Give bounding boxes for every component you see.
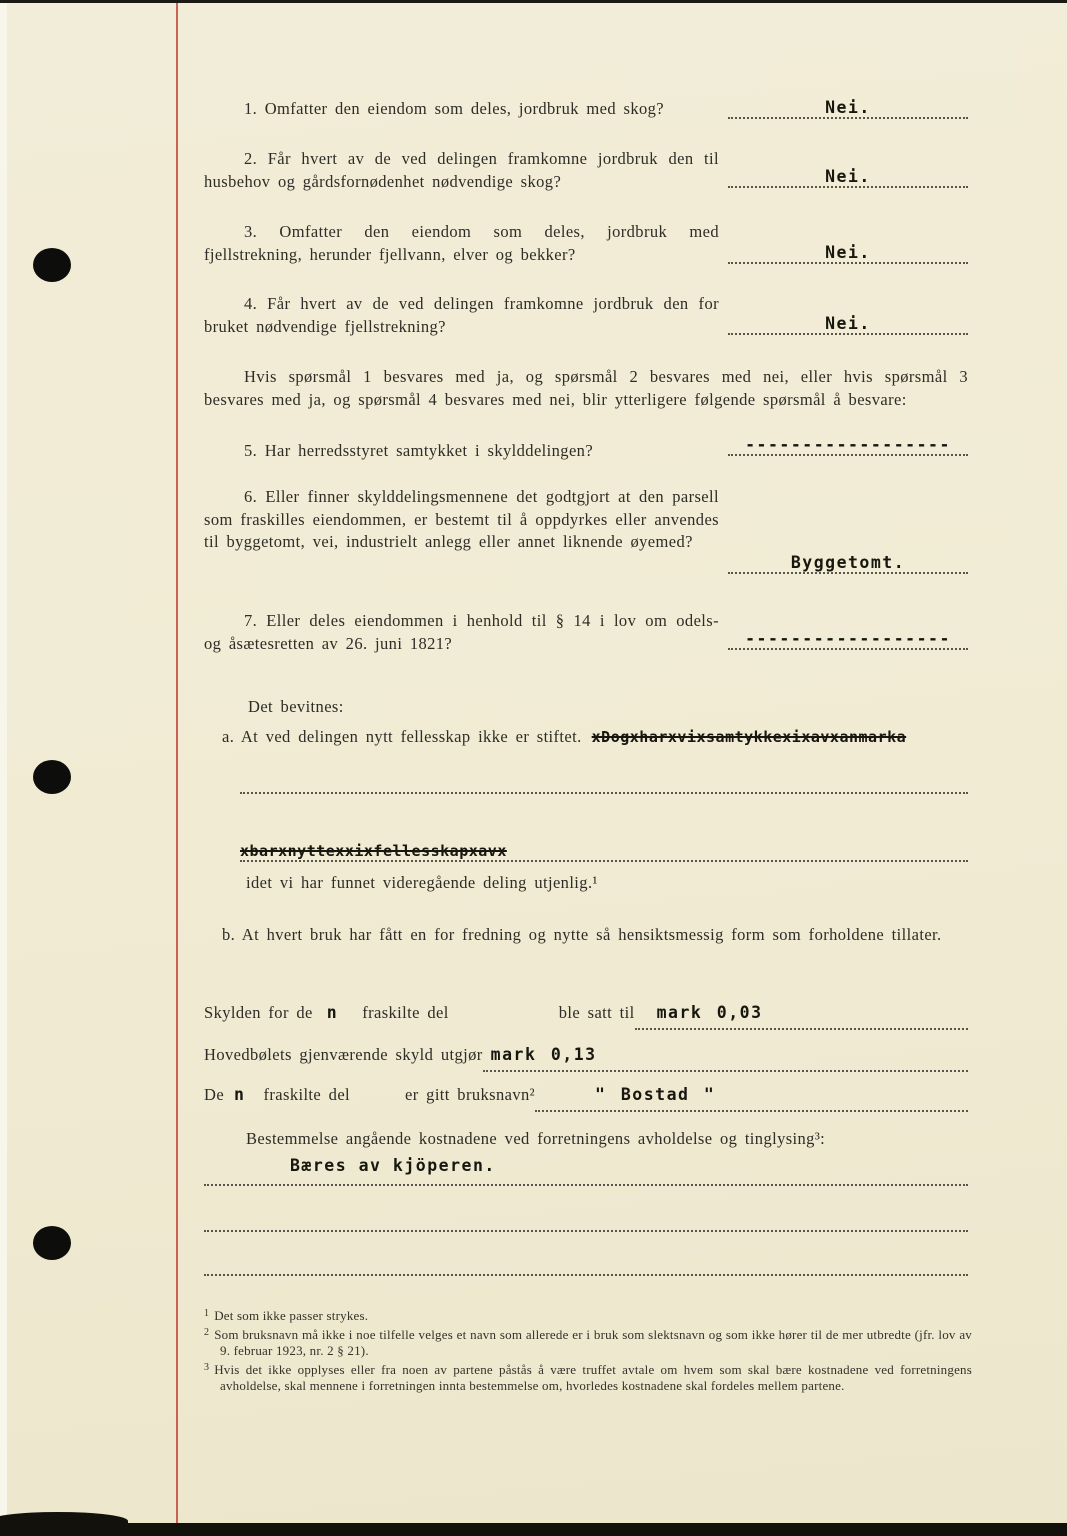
- cost-answer-line: [204, 1156, 968, 1186]
- skyld-field-row: [204, 1002, 968, 1030]
- bruksnavn-label-3: er gitt bruksnavn²: [405, 1085, 535, 1104]
- hole-punch-bottom: [33, 1226, 71, 1260]
- hovedbol-label: Hovedbølets gjenværende skyld utgjør: [204, 1045, 483, 1064]
- footnote-3-text: Hvis det ikke opplyses eller fra noen av partene påstås å være truffet avtale om hvem som skal bære kostnadene ved forretningens avholdelse, skal mennene i forretningen innta bestemmelse om, hvorledes kostnadene skal fordeles mellem partene.: [214, 1361, 972, 1393]
- question-5-text: 5. Har herredsstyret samtykket i skylddelingen?: [244, 441, 594, 460]
- bruksnavn-label-2: fraskilte del: [263, 1085, 351, 1104]
- skyld-value-line: [635, 1002, 968, 1030]
- question-7-answer: ------------------: [745, 629, 951, 648]
- footnote-1-marker: 1: [204, 1308, 210, 1319]
- question-6-answer-line: [728, 546, 968, 574]
- skyld-label-3: ble satt til: [558, 1003, 635, 1022]
- footnote-1: [204, 1306, 972, 1325]
- question-4-text: 4. Får hvert av de ved delingen framkomne jordbruk den for bruket nødvendige fjellstrekning?: [204, 294, 719, 336]
- bruksnavn-value-line: [535, 1084, 968, 1112]
- bruksnavn-typed-n: n: [234, 1085, 246, 1104]
- attestation-heading: Det bevitnes:: [248, 697, 344, 716]
- attestation-item-b: b. At hvert bruk har fått en for fredning og nytte så hensiktsmessig form som forholdene tillater.: [222, 925, 942, 944]
- conditional-instruction-paragraph: Hvis spørsmål 1 besvares med ja, og spørsmål 2 besvares med nei, eller hvis spørsmål 3 besvares med ja, og spørsmål 4 besvares med nei, blir ytterligere følgende spørsmål å besvare:: [204, 367, 968, 409]
- struck-out-typed-text-1: xDogxharxvixsamtykkexixavxanmarka: [591, 728, 907, 746]
- blank-dotted-line-1: [240, 770, 968, 794]
- question-5-answer-line: [728, 428, 968, 456]
- bruksnavn-field-row: [204, 1084, 968, 1112]
- bruksnavn-label-1: De: [204, 1085, 225, 1104]
- question-4-answer-line: [728, 307, 968, 335]
- hole-punch-middle: [33, 760, 71, 794]
- question-3-answer: Nei.: [825, 243, 871, 262]
- attestation-a-continuation: idet vi har funnet videregående deling utjenlig.¹: [246, 873, 598, 892]
- cost-answer: Bæres av kjöperen.: [290, 1156, 496, 1175]
- question-2-answer-line: [728, 160, 968, 188]
- question-3-answer-line: [728, 236, 968, 264]
- footnote-2-marker: 2: [204, 1326, 210, 1338]
- footnote-3: [204, 1360, 972, 1395]
- blank-dotted-line-2: [204, 1208, 968, 1232]
- question-2-text: 2. Får hvert av de ved delingen framkomne jordbruk den til husbehov og gårdsfornødenhet nødvendige skog?: [204, 149, 719, 191]
- bruksnavn-value: " Bostad ": [595, 1085, 716, 1104]
- question-3-text: 3. Omfatter den eiendom som deles, jordbruk med fjellstrekning, herunder fjellvann, elver og bekker?: [204, 222, 719, 264]
- question-5-answer: ------------------: [745, 435, 951, 454]
- hovedbol-value-line: [483, 1044, 968, 1072]
- question-4-answer: Nei.: [825, 314, 871, 333]
- skyld-value: mark 0,03: [656, 1003, 763, 1022]
- question-2-answer: Nei.: [825, 167, 871, 186]
- question-6-text: 6. Eller finner skylddelingsmennene det godtgjort at den parsell som fraskilles eiendommen, er bestemt til å oppdyrkes eller anvendes til byggetomt, vei, industrielt anlegg eller annet liknende øyemed?: [204, 487, 719, 551]
- skyld-typed-n: n: [326, 1003, 339, 1022]
- struck-out-typed-text-2: xbarxnyttexxixfellesskapxavx: [240, 842, 507, 860]
- footnote-2: [204, 1325, 972, 1360]
- question-6-answer: Byggetomt.: [790, 553, 906, 572]
- scan-edge-top: [0, 0, 1067, 3]
- skyld-label-2: fraskilte del: [362, 1003, 449, 1022]
- hole-punch-top: [33, 248, 71, 282]
- hovedbol-field-row: [204, 1044, 968, 1072]
- footnote-3-marker: 3: [204, 1361, 210, 1373]
- question-7-text: 7. Eller deles eiendommen i henhold til § 14 i lov om odels- og åsætesretten av 26. juni 1821?: [204, 611, 719, 653]
- footnote-1-text: Det som ikke passer strykes.: [214, 1308, 369, 1323]
- attestation-a-text: a. At ved delingen nytt fellesskap ikke er stiftet.: [222, 727, 582, 746]
- footnote-2-text: Som bruksnavn må ikke i noe tilfelle velges et navn som allerede er i bruk som slektsnavn og som ikke hører til de mer utbredte (jfr. lov av 9. februar 1923, nr. 2 § 21).: [214, 1326, 972, 1358]
- red-margin-line: [176, 0, 178, 1536]
- footnotes-section: [204, 1306, 972, 1395]
- struck-text-dotted-line: [240, 836, 968, 862]
- page-edge-left: [0, 0, 7, 1536]
- scan-edge-bottom: [0, 1523, 1067, 1536]
- hovedbol-value: mark 0,13: [490, 1045, 597, 1064]
- question-1-answer-line: [728, 91, 968, 119]
- blank-dotted-line-3: [204, 1252, 968, 1276]
- question-1-answer: Nei.: [825, 98, 871, 117]
- cost-provision-label: Bestemmelse angående kostnadene ved forretningens avholdelse og tinglysing³:: [246, 1129, 826, 1148]
- question-7-answer-line: [728, 622, 968, 650]
- question-1-text: 1. Omfatter den eiendom som deles, jordbruk med skog?: [244, 99, 665, 118]
- attestation-item-a: [222, 726, 970, 749]
- skyld-label-1: Skylden for de: [204, 1003, 313, 1022]
